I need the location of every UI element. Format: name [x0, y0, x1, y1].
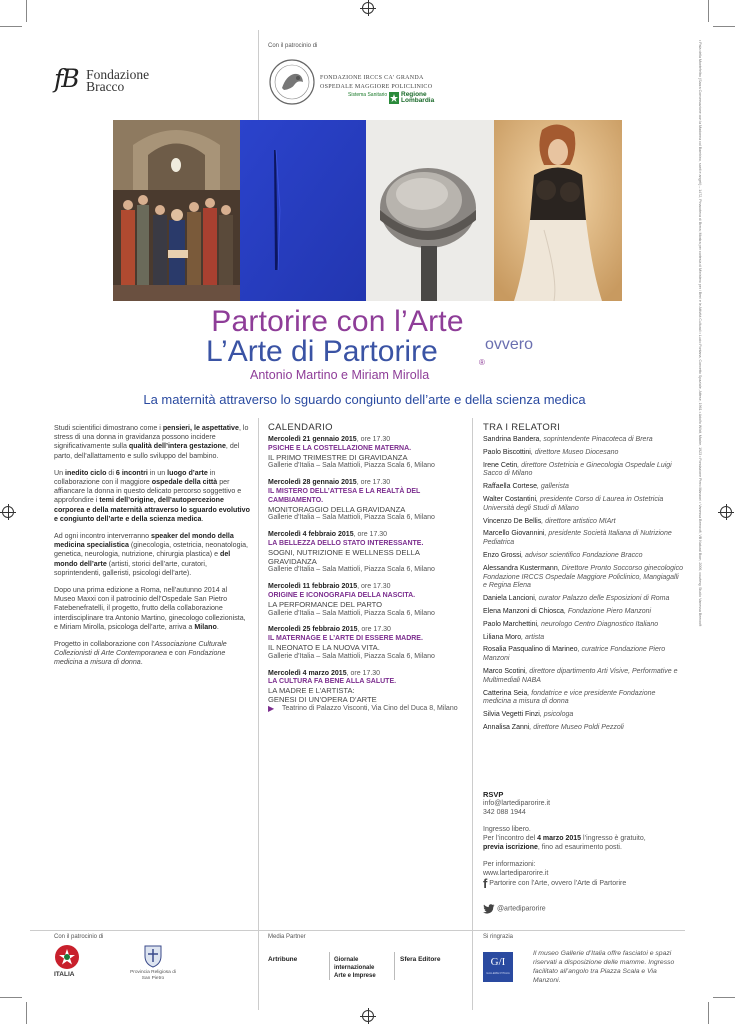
speaker-item: Liliana Moro, artista — [483, 633, 545, 641]
speaker-item: Silvia Vegetti Finzi, psicologa — [483, 711, 574, 719]
thanks-label: Si ringrazia — [483, 934, 514, 940]
artwork-beecroft-photo — [494, 120, 622, 301]
calendar-events — [268, 436, 466, 662]
crop-mark — [708, 1002, 709, 1024]
crop-mark — [0, 997, 22, 998]
sistema-sanitario-label: Sistema Sanitario — [348, 92, 388, 98]
speaker-item: Marco Scotini, direttore dipartimento Arti Visive, Performative e Multimediali NABA — [483, 667, 678, 684]
registration-mark-top — [362, 2, 374, 14]
rsvp-email[interactable]: info@lartediparorire.it — [483, 800, 551, 807]
speaker-item: Paolo Marchettini, neurologo Centro Diagnostico Italiano — [483, 620, 659, 628]
calendar-event: Mercoledì 4 febbraio 2015, ore 17.30 LA BELLEZZA DELLO STATO INTERESSANTE. SOGNI, NUTRIZIONE E WELLNESS DELLA GRAVIDANZA Gallerie d’Italia – Sala Mattioli, Piazza Scala 6, Milano — [268, 531, 435, 574]
media-divider — [329, 952, 330, 980]
registration-mark-right — [720, 506, 732, 518]
speaker-item: Vincenzo De Bellis, direttore artistico MIArt — [483, 517, 616, 525]
italia-star-logo — [54, 944, 80, 970]
footer-rule — [30, 930, 685, 931]
media-partner-label: Media Partner — [268, 934, 306, 940]
gallerie-italia-logo-subtext: GALLERIE D'ITALIA — [486, 972, 510, 975]
irccs-name-line2: OSPEDALE MAGGIORE POLICLINICO — [320, 84, 433, 90]
twitter-link[interactable]: @artediparorire — [483, 904, 546, 914]
intro-paragraph: Un inedito ciclo di 6 incontri in un luogo d’arte in collaborazione con il maggiore ospedale della città per affiancare la donna in questo delicato percorso soggettivo e approfondire i temi dell’origine, dell’autopercezione corporea e della maternità attraverso lo sguardo evolutivo e congiunto dell’arte e della scienza medica. — [54, 468, 250, 523]
speaker-item: Enzo Grossi, advisor scientifico Fondazione Bracco — [483, 551, 643, 559]
italia-label: ITALIA — [54, 971, 75, 978]
registered-mark: ® — [479, 358, 485, 367]
speaker-item: Raffaella Cortese, gallerista — [483, 483, 569, 491]
twitter-bird-icon — [483, 904, 495, 914]
calendar-event: Mercoledì 11 febbraio 2015, ore 17.30 ORIGINE E ICONOGRAFIA DELLA NASCITA. LA PERFORMANCE DEL PARTO Gallerie d’Italia – Sala Mattioli, Piazza Scala 6, Milano — [268, 583, 435, 617]
facebook-link[interactable]: f Partorire con l’Arte, ovvero l’Arte di Partorire — [483, 876, 627, 891]
gallerie-italia-logo-text: G/I — [490, 956, 506, 968]
column-rule — [472, 418, 473, 930]
speaker-item: Marcello Giovannini, presidente Società Italiana di Nutrizione Pediatrica — [483, 530, 672, 547]
speaker-item: Annalisa Zanni, direttore Museo Poldi Pezzoli — [483, 723, 624, 731]
rsvp-phone: 342 088 1944 — [483, 809, 526, 816]
speaker-item: Irene Cetin, direttore Ostetricia e Ginecologia Ospedale Luigi Sacco di Milano — [483, 461, 672, 478]
fondazione-bracco-logo — [54, 64, 149, 93]
speaker-item: Walter Costantini, presidente Corso di Laurea in Ostetricia Università degli Studi di Milano — [483, 495, 664, 512]
media-artribune: Artribune — [268, 956, 298, 963]
rsvp-heading: RSVP — [483, 790, 504, 799]
speaker-item: Daniela Lancioni, curator Palazzo delle Esposizioni di Roma — [483, 595, 670, 603]
artwork-pala-montefeltro — [113, 120, 240, 301]
title-line2: L’Arte di Partorire — [206, 335, 438, 368]
title-ovvero: ovvero — [485, 336, 534, 353]
irccs-seal-logo — [268, 58, 316, 106]
info-label: Per informazioni: — [483, 861, 536, 868]
footer-patronage-label: Con il patrocinio di — [54, 934, 104, 940]
crop-mark — [26, 0, 27, 22]
calendar-event: Mercoledì 21 gennaio 2015, ore 17.30 PSICHE E LA COSTELLAZIONE MATERNA. IL PRIMO TRIMESTRE DI GRAVIDANZA Gallerie d’Italia – Sala Mattioli, Piazza Scala 6, Milano — [268, 436, 435, 470]
website-link[interactable]: www.lartediparorire.it — [483, 870, 549, 877]
crop-mark — [713, 26, 735, 27]
entry-march-note: Per l’incontro del 4 marzo 2015 l’ingresso è gratuito, — [483, 835, 646, 842]
regione-lombardia-label: Regione Lombardia — [401, 91, 435, 104]
intro-paragraph: Progetto in collaborazione con l’Associazione Culturale Collezionisti di Arte Contemporanea e con Fondazione medicina a misura di donna. — [54, 640, 227, 667]
logo-name-line1: Fondazione — [86, 67, 150, 82]
artwork-wildt-sculpture — [366, 120, 494, 301]
gallerie-italia-logo — [483, 952, 513, 982]
speakers-section — [483, 422, 683, 737]
column-rule — [258, 418, 259, 930]
media-sfera-editore: Sfera Editore — [400, 956, 441, 963]
speaker-item: Paolo Biscottini, direttore Museo Diocesano — [483, 448, 619, 456]
calendar-heading: CALENDARIO — [268, 422, 333, 433]
speakers-heading: TRA I RELATORI — [483, 422, 561, 433]
column-rule — [472, 930, 473, 1010]
header-patronage-label: Con il patrocinio di — [268, 43, 318, 49]
intro-paragraph: Dopo una prima edizione a Roma, nell’autunno 2014 al Museo Maxxi con il patrocinio dell’Ospedale San Pietro Fatebenefratelli, il progetto, frutto della collaborazione interdisciplinare tra Antonio Martino, ginecologo collezionista, e Miriam Mirolla, psicologa dell’arte, arriva a Milano. — [54, 586, 246, 631]
entry-free: Ingresso libero. — [483, 826, 531, 833]
speakers-list — [483, 436, 683, 733]
venue-arrow-icon: ▶ — [268, 703, 275, 713]
irccs-name-line1: FONDAZIONE IRCCS CA' GRANDA — [320, 75, 424, 81]
speaker-item: Sandrina Bandera, soprintendente Pinacoteca di Brera — [483, 436, 653, 443]
intro-text — [54, 424, 250, 676]
title-line1: Partorire con l’Arte — [211, 305, 464, 338]
title-subtitle: La maternità attraverso lo sguardo congiunto dell’arte e della scienza medica — [143, 392, 586, 407]
media-divider — [394, 952, 395, 980]
artwork-fontana-concetto-spaziale — [240, 120, 366, 301]
title-authors: Antonio Martino e Miriam Mirolla — [250, 368, 430, 382]
intro-paragraph: Studi scientifici dimostrano come i pensieri, le aspettative, lo stress di una donna in gravidanza possono incidere significativamente sulla qualità dell’intera gestazione, del parto, dell’allattamento e sullo sviluppo del bambino. — [54, 424, 249, 460]
thanks-text: Il museo Gallerie d’Italia offre fasciatoi e spazi riservati a disposizione delle mamme. Ingresso facilitato all’angolo tra Piazza Scala e Via Manzoni. — [533, 950, 675, 984]
registration-mark-bottom — [362, 1010, 374, 1022]
calendar-event: Mercoledì 25 febbraio 2015, ore 17.30 IL MATERNAGE E L’ARTE DI ESSERE MADRE. IL NEONATO E LA NUOVA VITA. Gallerie d’Italia – Sala Mattioli, Piazza Scala 6, Milano — [268, 626, 435, 660]
logo-monogram: fB — [54, 64, 78, 93]
calendar-event-last: Mercoledì 4 marzo 2015, ore 17.30 LA CULTURA FA BENE ALLA SALUTE. LA MADRE E L’ARTISTA: GENESI DI UN’OPERA D’ARTE ▶ Teatrino di Palazzo Visconti, Via Cino del Duca 8, Milano — [268, 669, 458, 713]
speaker-item: Elena Manzoni di Chiosca, Fondazione Piero Manzoni — [483, 607, 652, 615]
crop-mark — [26, 1002, 27, 1024]
calendar-section — [268, 422, 466, 722]
registration-mark-left — [2, 506, 14, 518]
media-giornale-arte: Giornale internazionale Arte e Imprese — [334, 957, 376, 979]
provincia-religiosa-crest-icon — [143, 944, 163, 968]
regione-lombardia-flag-icon — [389, 92, 399, 104]
crop-mark — [708, 0, 709, 22]
image-credits-vertical — [694, 40, 702, 980]
speaker-item: Rosalia Pasqualino di Marineo, curatrice Fondazione Piero Manzoni — [483, 646, 666, 663]
image-credits-text: • Pala della Montefeltro (Sacra Conversazione con la Madonna col Bambino, santi e angeli) – 1472, Pinacoteca di Brera; Mostra per cortesia di Ministero per i Beni e le Attività Culturali • Lucio Fontana, Concetto Spaziale, Attese, 1961 • Adolfo Wildt, Madre, 1923 • Fondazione Piero Manzoni • Vanessa Beecroft, VB Natural Born, 2006, courtesy Studio Vanessa Beecroft — [698, 40, 702, 627]
crop-mark — [713, 997, 735, 998]
entry-registration-note: previa iscrizione, fino ad esaurimento posti. — [483, 844, 622, 851]
provincia-label: Provincia Religiosa di San Pietro — [130, 970, 176, 981]
facebook-icon: f — [483, 876, 488, 891]
crop-mark — [0, 26, 22, 27]
logo-name-line2: Bracco — [86, 79, 125, 94]
rsvp-section — [483, 790, 683, 878]
intro-paragraph: Ad ogni incontro interverranno speaker del mondo della medicina specialistica (ginecologia, ostetricia, neonatologia, genetica, neurologia, nutrizione, chirurgia plastica) e del mondo dell’arte (artisti, storici dell’arte, curatori, soprintendenti, galleristi, psicologi dell’arte). — [54, 532, 249, 577]
column-rule — [258, 930, 259, 1010]
calendar-event: Mercoledì 28 gennaio 2015, ore 17.30 IL MISTERO DELL’ATTESA E LA REALTÀ DEL CAMBIAMENTO. MONITORAGGIO DELLA GRAVIDANZA Gallerie d’Italia – Sala Mattioli, Piazza Scala 6, Milano — [268, 479, 435, 522]
speaker-item: Catterina Seia, fondatrice e vice presidente Fondazione medicina a misura di donna — [483, 689, 656, 706]
speaker-item: Alessandra Kustermann, Direttore Pronto Soccorso ginecologico Fondazione IRCCS Ospedale Maggiore Policlinico, Mangiagalli e Regina Elena — [483, 564, 684, 590]
column-rule — [258, 30, 259, 120]
